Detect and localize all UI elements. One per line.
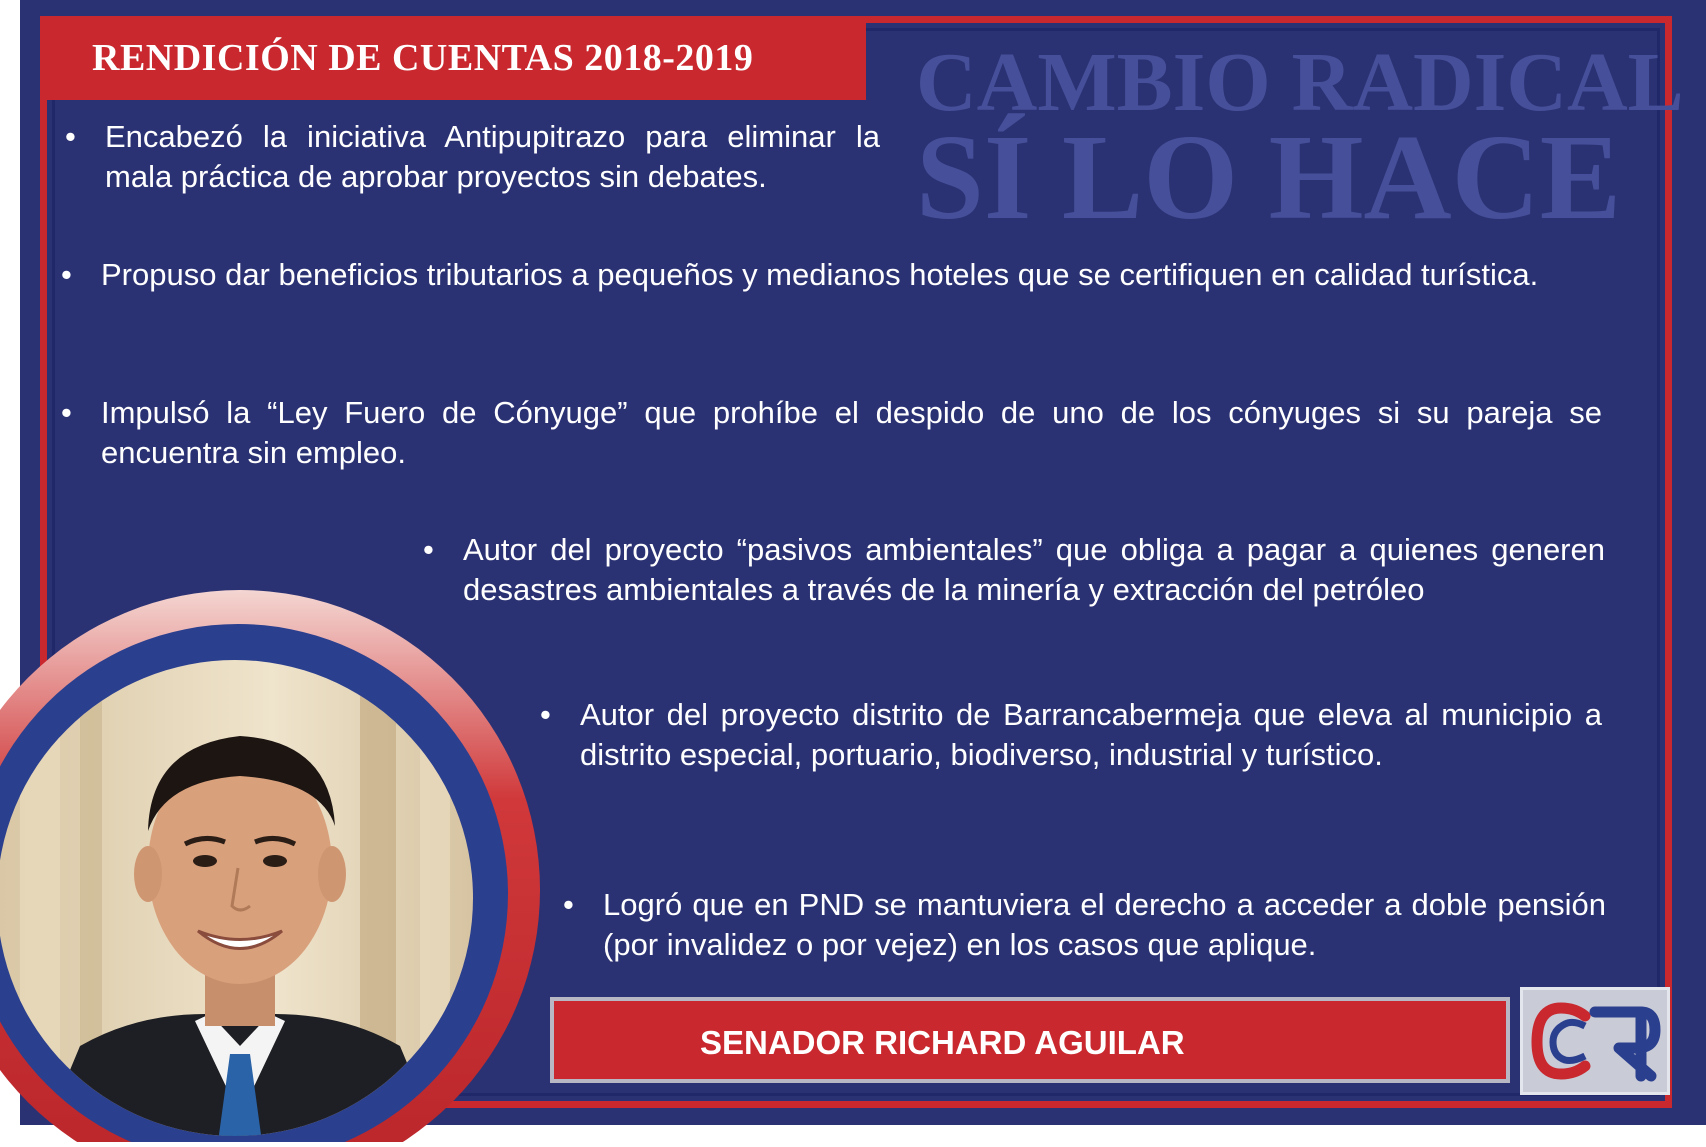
bullet-item-4	[423, 530, 1605, 610]
bullet-dot: •	[61, 395, 72, 430]
page-title: RENDICIÓN DE CUENTAS 2018-2019	[92, 37, 754, 79]
bullet-dot: •	[540, 697, 551, 732]
bullet-text: Encabezó la iniciativa Antipupitrazo para eliminar la mala práctica de aprobar proyectos sin debates.	[105, 119, 880, 194]
bullet-dot: •	[61, 257, 72, 292]
watermark-line-1: CAMBIO RADICAL	[916, 36, 1684, 129]
bullet-item-1	[65, 117, 880, 197]
bullet-item-2	[61, 255, 1602, 295]
bullet-text: Impulsó la “Ley Fuero de Cónyuge” que prohíbe el despido de uno de los cónyuges si su pareja se encuentra sin empleo.	[101, 395, 1602, 470]
bullet-text: Propuso dar beneficios tributarios a pequeños y medianos hoteles que se certifiquen en calidad turística.	[101, 257, 1539, 292]
senator-name: SENADOR RICHARD AGUILAR	[700, 1024, 1185, 1061]
cr-logo-icon	[1523, 990, 1667, 1092]
bullet-item-6	[563, 885, 1606, 965]
bullet-text: Autor del proyecto distrito de Barrancabermeja que eleva al municipio a distrito especial, portuario, biodiverso, industrial y turístico.	[580, 697, 1602, 772]
bullet-dot: •	[563, 887, 574, 922]
bullet-dot: •	[423, 532, 434, 567]
bullet-text: Autor del proyecto “pasivos ambientales” que obliga a pagar a quienes generen desastres ambientales a través de la minería y extracción del petróleo	[463, 532, 1605, 607]
cambio-radical-logo	[1520, 987, 1670, 1095]
bullet-item-5	[540, 695, 1602, 775]
senator-portrait	[0, 576, 545, 1142]
bullet-dot: •	[65, 119, 76, 154]
bullet-item-3	[61, 393, 1602, 473]
bullet-text: Logró que en PND se mantuviera el derecho a acceder a doble pensión (por invalidez o por vejez) en los casos que aplique.	[603, 887, 1606, 962]
watermark-line-2: SÍ LO HACE	[916, 110, 1622, 245]
